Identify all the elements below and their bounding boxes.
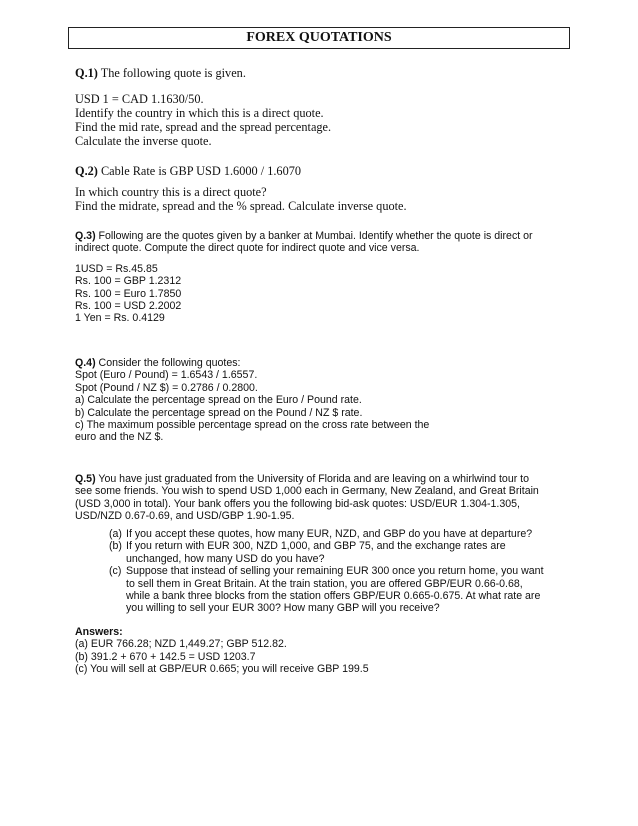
answer-line: (b) 391.2 + 670 + 142.5 = USD 1203.7 bbox=[75, 650, 256, 663]
q3-line: Rs. 100 = USD 2.2002 bbox=[75, 300, 182, 313]
q4-line: Spot (Pound / NZ $) = 0.2786 / 0.2800. bbox=[75, 381, 258, 394]
q5-intro-line bbox=[75, 473, 575, 485]
question-3 bbox=[75, 230, 575, 325]
q5-part-a-mark: (a) bbox=[109, 528, 122, 540]
question-5 bbox=[75, 473, 575, 523]
q5-line: (USD 3,000 in total). Your bank offers you the following bid-ask quotes: USD/EUR 1.304-1.305, bbox=[75, 497, 520, 510]
q2-line: In which country this is a direct quote? bbox=[75, 185, 267, 199]
q4-intro-line bbox=[75, 357, 575, 369]
q5-part-a-line: If you accept these quotes, how many EUR, NZD, and GBP do you have at departure? bbox=[126, 528, 533, 540]
q3-line: 1USD = Rs.45.85 bbox=[75, 262, 158, 275]
title-box bbox=[68, 27, 570, 49]
q4-line: b) Calculate the percentage spread on the Pound / NZ $ rate. bbox=[75, 406, 363, 419]
q5-part-b-line: If you return with EUR 300, NZD 1,000, and GBP 75, and the exchange rates are bbox=[126, 540, 506, 553]
q5-part-b-mark: (b) bbox=[109, 540, 122, 553]
q1-line: USD 1 = CAD 1.1630/50. bbox=[75, 92, 204, 106]
q2-intro-line bbox=[75, 164, 575, 178]
q3-line: Rs. 100 = Euro 1.7850 bbox=[75, 287, 182, 300]
q4-line: c) The maximum possible percentage spread on the cross rate between the bbox=[75, 419, 430, 432]
q3-intro-2: indirect quote. Compute the direct quote for indirect quote and vice versa. bbox=[75, 242, 420, 255]
q1-line: Identify the country in which this is a direct quote. bbox=[75, 106, 324, 120]
question-2 bbox=[75, 164, 575, 213]
q1-label: Q.1) bbox=[75, 66, 98, 80]
question-1 bbox=[75, 66, 575, 148]
q4-label: Q.4) bbox=[75, 357, 96, 369]
q3-line: 1 Yen = Rs. 0.4129 bbox=[75, 312, 165, 325]
answer-line: (c) You will sell at GBP/EUR 0.665; you will receive GBP 199.5 bbox=[75, 663, 369, 676]
q4-line: a) Calculate the percentage spread on the Euro / Pound rate. bbox=[75, 394, 362, 407]
q5-parts bbox=[0, 528, 638, 618]
q4-line: Spot (Euro / Pound) = 1.6543 / 1.6557. bbox=[75, 369, 258, 382]
q3-intro-line bbox=[75, 230, 575, 242]
q5-part-c-line: while a bank three blocks from the station offers GBP/EUR 0.665-0.675. At what rate are bbox=[126, 590, 541, 602]
answer-line: (a) EUR 766.28; NZD 1,449.27; GBP 512.82. bbox=[75, 638, 287, 651]
question-4 bbox=[75, 357, 575, 444]
q5-part-c-line: Suppose that instead of selling your remaining EUR 300 once you return home, you want bbox=[126, 565, 544, 578]
q5-line: see some friends. You wish to spend USD 1,000 each in Germany, New Zealand, and Great Britain bbox=[75, 485, 539, 498]
q5-intro: You have just graduated from the University of Florida and are leaving on a whirlwind tour to bbox=[95, 473, 530, 485]
q2-line: Find the midrate, spread and the % spread. Calculate inverse quote. bbox=[75, 199, 407, 213]
q5-part-c-line: to sell them in Great Britain. At the train station, you are offered GBP/EUR 0.66-0.68, bbox=[126, 577, 523, 590]
q4-line: euro and the NZ $. bbox=[75, 431, 164, 444]
q5-part-b-line: unchanged, how many USD do you have? bbox=[126, 552, 325, 565]
q5-label: Q.5) bbox=[75, 473, 96, 485]
q1-intro: The following quote is given. bbox=[97, 66, 246, 80]
q3-label: Q.3) bbox=[75, 230, 96, 242]
q3-intro: Following are the quotes given by a banker at Mumbai. Identify whether the quote is direct or bbox=[95, 230, 533, 242]
q2-intro: Cable Rate is GBP USD 1.6000 / 1.6070 bbox=[97, 164, 302, 178]
q5-part-c-mark: (c) bbox=[109, 565, 122, 578]
q1-intro-line bbox=[75, 66, 575, 80]
q3-line: Rs. 100 = GBP 1.2312 bbox=[75, 275, 182, 288]
page-title: FOREX QUOTATIONS bbox=[246, 30, 392, 45]
q4-intro: Consider the following quotes: bbox=[95, 357, 241, 369]
q1-line: Find the mid rate, spread and the spread percentage. bbox=[75, 120, 332, 134]
q5-part-c-line: you willing to sell your EUR 300? How many GBP will you receive? bbox=[126, 602, 440, 615]
answers-heading: Answers: bbox=[75, 626, 123, 638]
q5-line: USD/NZD 0.67-0.69, and USD/GBP 1.90-1.95. bbox=[75, 510, 295, 523]
answers-section bbox=[75, 626, 575, 676]
q2-label: Q.2) bbox=[75, 164, 98, 178]
q1-line: Calculate the inverse quote. bbox=[75, 134, 212, 148]
